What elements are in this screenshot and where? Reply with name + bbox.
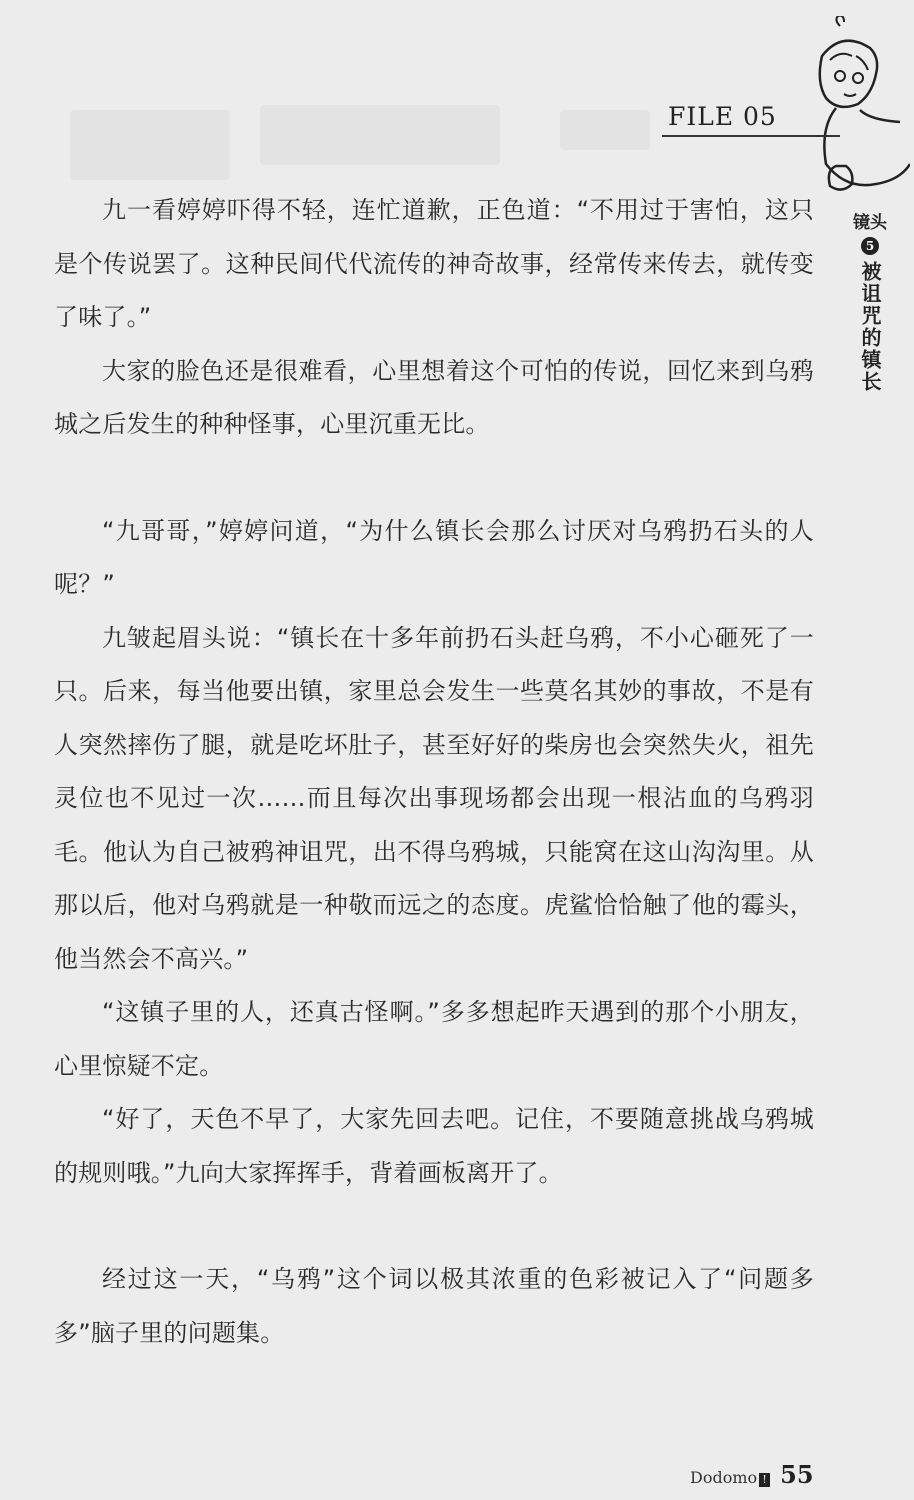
mascot-illustration-icon [800,16,910,206]
brand-logo [690,1468,770,1487]
section-gap [54,452,814,505]
paragraph: 经过这一天，“乌鸦”这个词以极其浓重的色彩被记入了“问题多多”脑子里的问题集。 [54,1265,814,1347]
page-footer [690,1460,814,1489]
file-header: FILE 05 [668,102,777,131]
body-text [54,184,814,1360]
brand-mark-icon: ! [759,1473,770,1487]
paragraph: 大家的脸色还是很难看，心里想着这个可怕的传说，回忆来到乌鸦城之后发生的种种怪事，心里沉重无比。 [54,356,814,438]
page-number: 55 [780,1460,814,1489]
brand-name: Dodomo [690,1468,758,1487]
chapter-side-label [848,208,892,393]
paragraph: “好了，天色不早了，大家先回去吧。记住，不要随意挑战乌鸦城的规则哦。”九向大家挥挥手，背着画板离开了。 [54,1105,814,1187]
chapter-side-top: 镜头 [853,213,887,233]
chapter-number-badge: 5 [861,237,879,255]
bleed-through-block [560,110,650,150]
paragraph: 九一看婷婷吓得不轻，连忙道歉，正色道：“不用过于害怕，这只是个传说罢了。这种民间代代流传的神奇故事，经常传来传去，就传变了味了。” [54,196,814,331]
bleed-through-block [70,110,230,180]
bleed-through-block [260,105,500,165]
paragraph: 九皱起眉头说：“镇长在十多年前扔石头赶乌鸦，不小心砸死了一只。后来，每当他要出镇，家里总会发生一些莫名其妙的事故，不是有人突然摔伤了腿，就是吃坏肚子，甚至好好的柴房也会突然失火，祖先灵位也不见过一次……而且每次出事现场都会出现一根沾血的乌鸦羽毛。他认为自己被鸦神诅咒，出不得乌鸦城，只能窝在这山沟沟里。从那以后，他对乌鸦就是一种敬而远之的态度。虎鲨恰恰触了他的霉头，他当然会不高兴。” [54,623,814,973]
section-gap [54,1200,814,1253]
paragraph: “这镇子里的人，还真古怪啊。”多多想起昨天遇到的那个小朋友，心里惊疑不定。 [54,998,814,1080]
chapter-side-title: 被诅咒的镇长 [858,261,882,393]
paragraph: “九哥哥，”婷婷问道，“为什么镇长会那么讨厌对乌鸦扔石头的人呢？” [54,516,814,598]
header-rule [662,135,840,137]
